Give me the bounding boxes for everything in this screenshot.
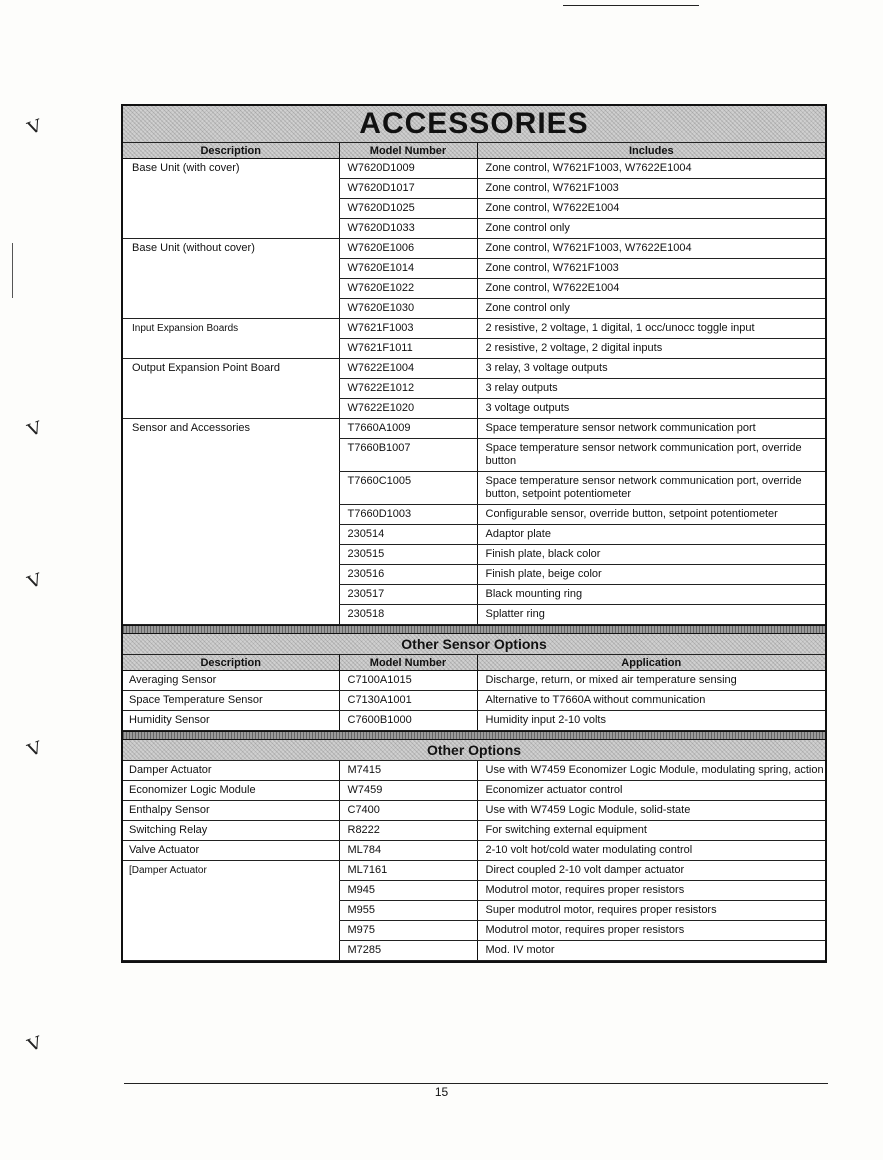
table-row xyxy=(123,671,825,691)
hole-punch-mark: ⱽ xyxy=(24,735,50,774)
description-cell xyxy=(123,199,339,219)
includes-cell: Splatter ring xyxy=(477,605,825,625)
margin-line xyxy=(12,243,13,298)
includes-cell: Space temperature sensor network communication port xyxy=(477,419,825,439)
description-cell: Switching Relay xyxy=(123,821,339,841)
description-cell xyxy=(123,299,339,319)
header-description: Description xyxy=(123,143,339,159)
description-cell xyxy=(123,941,339,961)
description-cell xyxy=(123,259,339,279)
hole-punch-mark: ⱽ xyxy=(24,113,50,152)
table-row xyxy=(123,921,825,941)
application-cell: Direct coupled 2-10 volt damper actuator xyxy=(477,861,825,881)
accessories-header-row xyxy=(123,143,825,159)
description-cell xyxy=(123,339,339,359)
table-row xyxy=(123,711,825,731)
table-row xyxy=(123,239,825,259)
footer-rule xyxy=(124,1083,828,1084)
includes-cell: Zone control, W7621F1003 xyxy=(477,179,825,199)
model-number-cell: W7621F1003 xyxy=(339,319,477,339)
table-row xyxy=(123,605,825,625)
includes-cell: Zone control, W7622E1004 xyxy=(477,279,825,299)
description-cell xyxy=(123,545,339,565)
description-cell xyxy=(123,179,339,199)
model-number-cell: W7620D1025 xyxy=(339,199,477,219)
includes-cell: 3 relay, 3 voltage outputs xyxy=(477,359,825,379)
other-options-title: Other Options xyxy=(426,742,522,758)
includes-cell: Configurable sensor, override button, setpoint potentiometer xyxy=(477,505,825,525)
table-row xyxy=(123,379,825,399)
table-row xyxy=(123,359,825,379)
description-cell xyxy=(123,585,339,605)
top-rule xyxy=(563,5,699,6)
includes-cell: 2 resistive, 2 voltage, 2 digital inputs xyxy=(477,339,825,359)
model-number-cell: W7622E1004 xyxy=(339,359,477,379)
model-number-cell: M7415 xyxy=(339,761,477,781)
model-number-cell: M975 xyxy=(339,921,477,941)
description-cell xyxy=(123,881,339,901)
description-cell xyxy=(123,219,339,239)
includes-cell: Finish plate, beige color xyxy=(477,565,825,585)
model-number-cell: W7621F1011 xyxy=(339,339,477,359)
table-row xyxy=(123,199,825,219)
description-cell xyxy=(123,279,339,299)
includes-cell: Zone control, W7621F1003, W7622E1004 xyxy=(477,239,825,259)
model-number-cell: R8222 xyxy=(339,821,477,841)
description-cell xyxy=(123,379,339,399)
application-cell: Discharge, return, or mixed air temperature sensing xyxy=(477,671,825,691)
table-row xyxy=(123,545,825,565)
model-number-cell: W7622E1020 xyxy=(339,399,477,419)
table-row xyxy=(123,399,825,419)
description-cell: Valve Actuator xyxy=(123,841,339,861)
table-row xyxy=(123,279,825,299)
includes-cell: Space temperature sensor network communication port, override button xyxy=(477,439,825,472)
model-number-cell: W7620D1017 xyxy=(339,179,477,199)
accessories-body xyxy=(123,159,825,625)
table-row xyxy=(123,299,825,319)
model-number-cell: T7660A1009 xyxy=(339,419,477,439)
other-options-table xyxy=(123,761,825,961)
application-cell: Humidity input 2-10 volts xyxy=(477,711,825,731)
description-cell: Humidity Sensor xyxy=(123,711,339,731)
model-number-cell: C7130A1001 xyxy=(339,691,477,711)
hole-punch-mark: ⱽ xyxy=(24,415,50,454)
model-number-cell: T7660B1007 xyxy=(339,439,477,472)
description-cell xyxy=(123,525,339,545)
model-number-cell: 230516 xyxy=(339,565,477,585)
application-cell: Economizer actuator control xyxy=(477,781,825,801)
model-number-cell: C7400 xyxy=(339,801,477,821)
section-divider xyxy=(123,625,825,634)
application-cell: Super modutrol motor, requires proper resistors xyxy=(477,901,825,921)
description-cell xyxy=(123,901,339,921)
application-cell: Modutrol motor, requires proper resistors xyxy=(477,881,825,901)
description-cell: [Damper Actuator xyxy=(129,865,207,876)
includes-cell: Space temperature sensor network communication port, override button, setpoint potentiometer xyxy=(477,472,825,505)
header-description: Description xyxy=(123,655,339,671)
other-sensor-title: Other Sensor Options xyxy=(401,636,547,652)
model-number-cell: W7620D1033 xyxy=(339,219,477,239)
model-number-cell: W7620E1022 xyxy=(339,279,477,299)
description-cell: Input Expansion Boards xyxy=(132,323,239,334)
table-row xyxy=(123,691,825,711)
model-number-cell: M945 xyxy=(339,881,477,901)
description-cell xyxy=(123,472,339,505)
header-application: Application xyxy=(477,655,825,671)
table-row xyxy=(123,259,825,279)
model-number-cell: W7459 xyxy=(339,781,477,801)
description-cell: Damper Actuator xyxy=(123,761,339,781)
application-cell: For switching external equipment xyxy=(477,821,825,841)
accessories-title-band xyxy=(123,106,825,143)
description-cell: Base Unit (without cover) xyxy=(132,242,255,254)
header-includes: Includes xyxy=(477,143,825,159)
includes-cell: Finish plate, black color xyxy=(477,545,825,565)
accessories-table xyxy=(123,143,825,625)
includes-cell: Zone control, W7622E1004 xyxy=(477,199,825,219)
model-number-cell: 230518 xyxy=(339,605,477,625)
model-number-cell: W7620D1009 xyxy=(339,159,477,179)
hole-punch-mark: ⱽ xyxy=(24,1030,50,1069)
model-number-cell: W7622E1012 xyxy=(339,379,477,399)
header-model-number: Model Number xyxy=(339,655,477,671)
table-row xyxy=(123,505,825,525)
table-row xyxy=(123,339,825,359)
description-cell xyxy=(123,605,339,625)
description-cell xyxy=(123,505,339,525)
includes-cell: Zone control only xyxy=(477,219,825,239)
description-cell xyxy=(123,921,339,941)
model-number-cell: M955 xyxy=(339,901,477,921)
table-row xyxy=(123,439,825,472)
other-sensor-title-band xyxy=(123,634,825,655)
model-number-cell: W7620E1006 xyxy=(339,239,477,259)
description-cell xyxy=(123,565,339,585)
includes-cell: Zone control, W7621F1003, W7622E1004 xyxy=(477,159,825,179)
page-number: 15 xyxy=(434,1085,449,1099)
other-sensor-table xyxy=(123,655,825,731)
description-cell: Sensor and Accessories xyxy=(132,422,251,434)
model-number-cell: T7660C1005 xyxy=(339,472,477,505)
includes-cell: Zone control, W7621F1003 xyxy=(477,259,825,279)
description-cell: Output Expansion Point Board xyxy=(132,362,280,374)
description-cell: Economizer Logic Module xyxy=(123,781,339,801)
includes-cell: Black mounting ring xyxy=(477,585,825,605)
table-row xyxy=(123,781,825,801)
table-row xyxy=(123,525,825,545)
section-divider xyxy=(123,731,825,740)
table-row xyxy=(123,861,825,881)
includes-cell: 3 voltage outputs xyxy=(477,399,825,419)
includes-cell: 3 relay outputs xyxy=(477,379,825,399)
table-row xyxy=(123,821,825,841)
model-number-cell: ML784 xyxy=(339,841,477,861)
table-row xyxy=(123,419,825,439)
table-row xyxy=(123,159,825,179)
table-row xyxy=(123,472,825,505)
description-cell xyxy=(123,399,339,419)
model-number-cell: M7285 xyxy=(339,941,477,961)
model-number-cell: W7620E1030 xyxy=(339,299,477,319)
description-cell xyxy=(123,439,339,472)
table-row xyxy=(123,881,825,901)
table-row xyxy=(123,761,825,781)
table-row xyxy=(123,941,825,961)
model-number-cell: C7600B1000 xyxy=(339,711,477,731)
table-row xyxy=(123,841,825,861)
includes-cell: Zone control only xyxy=(477,299,825,319)
other-options-title-band xyxy=(123,740,825,761)
other-sensor-body xyxy=(123,671,825,731)
application-cell: Modutrol motor, requires proper resistors xyxy=(477,921,825,941)
description-cell: Averaging Sensor xyxy=(123,671,339,691)
description-cell: Base Unit (with cover) xyxy=(132,162,240,174)
accessories-box xyxy=(121,104,827,963)
application-cell: Alternative to T7660A without communication xyxy=(477,691,825,711)
application-cell: Use with W7459 Logic Module, solid-state xyxy=(477,801,825,821)
hole-punch-mark: ⱽ xyxy=(24,567,50,606)
model-number-cell: ML7161 xyxy=(339,861,477,881)
application-cell: Use with W7459 Economizer Logic Module, modulating spring, action xyxy=(477,761,825,781)
accessories-title: ACCESSORIES xyxy=(359,107,589,140)
includes-cell: Adaptor plate xyxy=(477,525,825,545)
model-number-cell: C7100A1015 xyxy=(339,671,477,691)
table-row xyxy=(123,801,825,821)
header-model-number: Model Number xyxy=(339,143,477,159)
table-row xyxy=(123,565,825,585)
table-row xyxy=(123,319,825,339)
model-number-cell: T7660D1003 xyxy=(339,505,477,525)
other-options-body xyxy=(123,761,825,961)
table-row xyxy=(123,585,825,605)
table-row xyxy=(123,219,825,239)
other-sensor-header-row xyxy=(123,655,825,671)
includes-cell: 2 resistive, 2 voltage, 1 digital, 1 occ/unocc toggle input xyxy=(477,319,825,339)
description-cell: Space Temperature Sensor xyxy=(123,691,339,711)
table-row xyxy=(123,179,825,199)
application-cell: 2-10 volt hot/cold water modulating control xyxy=(477,841,825,861)
application-cell: Mod. IV motor xyxy=(477,941,825,961)
model-number-cell: 230514 xyxy=(339,525,477,545)
description-cell: Enthalpy Sensor xyxy=(123,801,339,821)
model-number-cell: 230515 xyxy=(339,545,477,565)
model-number-cell: 230517 xyxy=(339,585,477,605)
model-number-cell: W7620E1014 xyxy=(339,259,477,279)
table-row xyxy=(123,901,825,921)
